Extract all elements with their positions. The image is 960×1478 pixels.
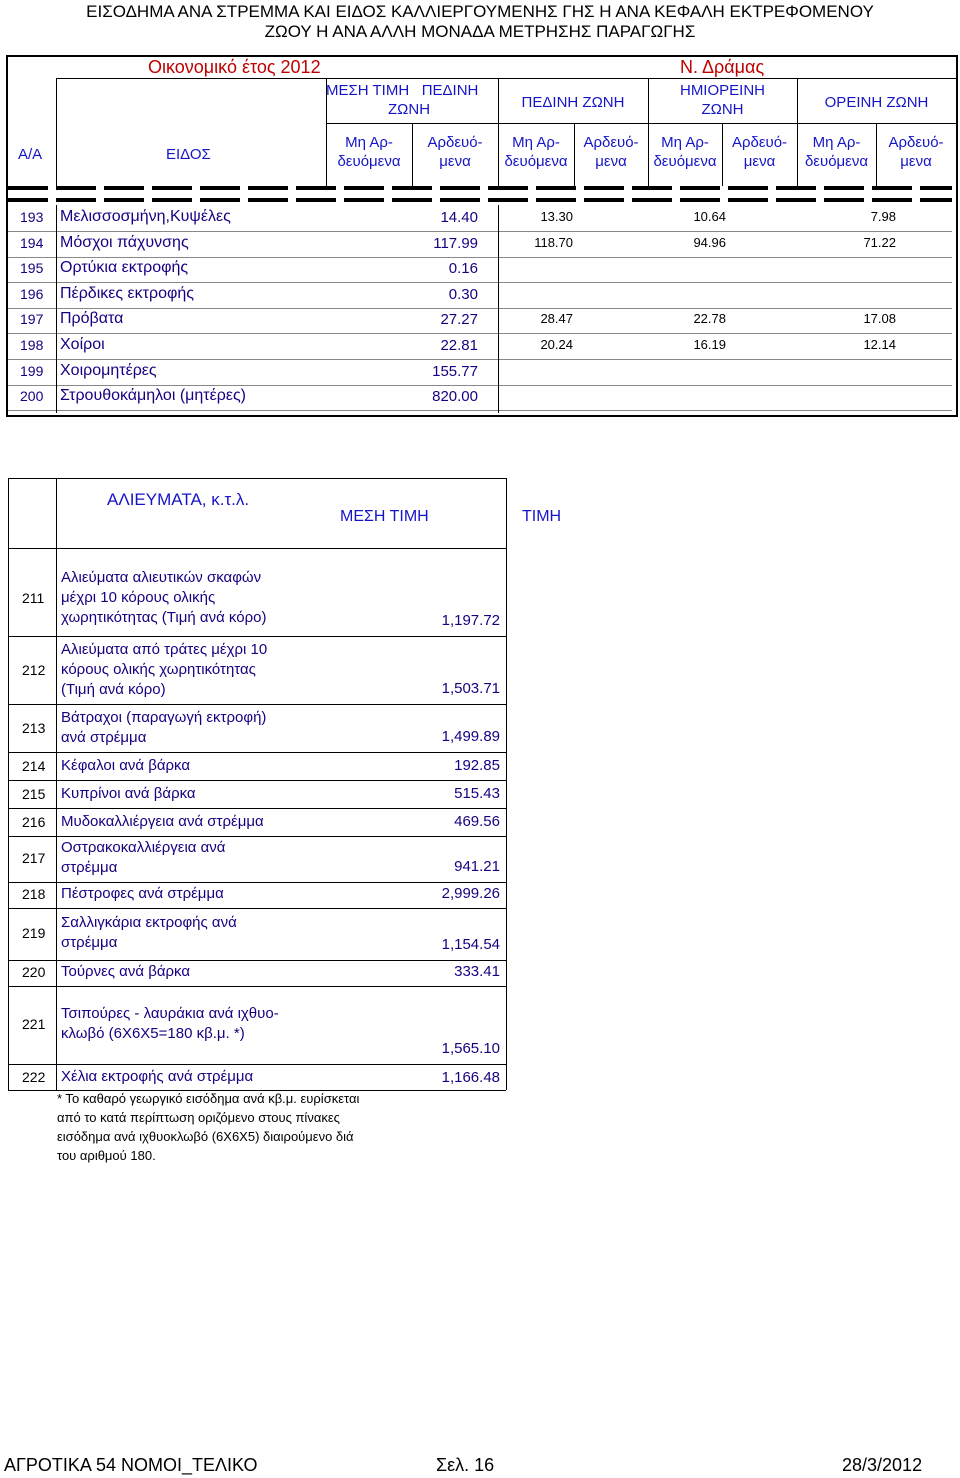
fish-row-value: 333.41 bbox=[454, 963, 500, 980]
row-mesi-value: 22.81 bbox=[440, 337, 478, 354]
row-name: Στρουθοκάμηλοι (μητέρες) bbox=[60, 387, 246, 405]
fish-row-number: 217 bbox=[22, 850, 46, 866]
row-divider bbox=[8, 231, 952, 232]
footer-left: ΑΓΡΟΤΙΚΑ 54 ΝΟΜΟΙ_ΤΕΛΙΚΟ bbox=[4, 1455, 258, 1475]
fish-row-text: Τσιπούρες - λαυράκια ανά ιχθυο- bbox=[61, 1005, 279, 1022]
fish-row-text: (Τιμή ανά κόρο) bbox=[61, 681, 166, 698]
header-imioreini-1: ΗΜΙΟΡΕΙΝΗ bbox=[679, 82, 765, 99]
fish-row-value: 941.21 bbox=[454, 858, 500, 875]
body-vline bbox=[56, 205, 57, 413]
title-line-1: ΕΙΣΟΔΗΜΑ ΑΝΑ ΣΤΡΕΜΜΑ ΚΑΙ ΕΙΔΟΣ ΚΑΛΛΙΕΡΓΟΥΜΕΝΗΣ ΓΗΣ Η ΑΝΑ ΚΕΦΑΛΗ ΕΚΤΡΕΦΟΜΕΝΟΥ bbox=[86, 2, 874, 21]
fish-row-text: ανά στρέμμα bbox=[61, 729, 147, 746]
body-vline bbox=[498, 205, 499, 413]
row-name: Χοίροι bbox=[60, 336, 105, 353]
row-divider bbox=[8, 282, 952, 283]
fish-row-divider bbox=[8, 704, 506, 705]
subheader-mesi-irr: Αρδευό- μενα bbox=[427, 134, 483, 170]
fish-table-vline bbox=[8, 478, 9, 1090]
fish-table-header-line bbox=[8, 548, 506, 549]
row-imioreini-value: 22.78 bbox=[693, 311, 726, 327]
subheader-imioreini-irr: Αρδευό- μενα bbox=[731, 134, 788, 170]
fish-row-text: Αλιεύματα αλιευτικών σκαφών bbox=[61, 569, 262, 586]
fish-row-text: Χέλια εκτροφής ανά στρέμμα bbox=[61, 1068, 254, 1085]
row-divider bbox=[8, 359, 952, 360]
row-divider bbox=[8, 385, 952, 386]
fish-row-value: 1,565.10 bbox=[441, 1040, 500, 1057]
row-number: 199 bbox=[20, 362, 44, 379]
fish-table-vline bbox=[56, 478, 57, 1090]
header-aa: Α/Α bbox=[18, 146, 43, 163]
section2-title: ΑΛΙΕΥΜΑΤΑ, κ.τ.λ. bbox=[107, 490, 250, 509]
row-mesi-value: 14.40 bbox=[440, 209, 478, 226]
row-oreini-value: 12.14 bbox=[863, 337, 896, 352]
fish-row-divider bbox=[8, 780, 506, 781]
footnote: * Το καθαρό γεωργικό εισόδημα ανά κβ.μ. ευρίσκεται από το κατά περίπτωση οριζόμενο στους πίνακες εισόδημα ανά ιχθυοκλωβό (6Χ6Χ5) διαιρούμενο διά του αριθμού 180. bbox=[57, 1091, 360, 1163]
row-pedini-value: 13.30 bbox=[540, 209, 573, 224]
header-oreini: ΟΡΕΙΝΗ ΖΩΝΗ bbox=[824, 94, 929, 111]
row-imioreini-value: 10.64 bbox=[693, 209, 726, 224]
fish-row-value: 2,999.26 bbox=[441, 885, 500, 902]
fish-row-divider bbox=[8, 960, 506, 961]
row-name: Μόσχοι πάχυνσης bbox=[60, 233, 189, 251]
fish-row-value: 469.56 bbox=[454, 813, 500, 830]
row-divider bbox=[8, 308, 952, 309]
subheader-imioreini-nonirr: Μη Αρ- δευόμενα bbox=[653, 134, 717, 170]
fish-row-text: κλωβό (6Χ6Χ5=180 κβ.μ. *) bbox=[61, 1025, 245, 1042]
row-divider bbox=[8, 410, 952, 411]
header-imioreini-2: ΖΩΝΗ bbox=[701, 101, 744, 118]
separator-dash-2 bbox=[8, 198, 952, 202]
fish-row-number: 218 bbox=[22, 886, 46, 902]
fish-row-number: 219 bbox=[22, 925, 46, 941]
section2-col-mesi: ΜΕΣΗ ΤΙΜΗ bbox=[340, 508, 429, 525]
row-name: Πέρδικες εκτροφής bbox=[60, 284, 194, 302]
row-name: Χοιρομητέρες bbox=[60, 361, 157, 379]
subheader-pedini-irr: Αρδευό- μενα bbox=[583, 134, 639, 170]
section2-col-timi: ΤΙΜΗ bbox=[522, 508, 562, 525]
fish-row-divider bbox=[8, 808, 506, 809]
header-pedini: ΠΕΔΙΝΗ ΖΩΝΗ bbox=[521, 94, 625, 111]
fiscal-year: Οικονομικό έτος 2012 bbox=[148, 57, 321, 77]
footer-page: Σελ. 16 bbox=[436, 1455, 495, 1475]
fish-row-number: 214 bbox=[22, 758, 46, 774]
row-mesi-value: 0.30 bbox=[448, 285, 478, 303]
fish-row-text: μέχρι 10 κόρους ολικής bbox=[61, 589, 216, 606]
row-oreini-value: 71.22 bbox=[863, 234, 896, 250]
row-pedini-value: 20.24 bbox=[540, 337, 573, 352]
fish-row-divider bbox=[8, 836, 506, 837]
row-name: Πρόβατα bbox=[60, 310, 124, 328]
fish-row-value: 1,499.89 bbox=[441, 728, 500, 745]
prefecture: Ν. Δράμας bbox=[680, 57, 765, 77]
fish-row-text: Κυπρίνοι ανά βάρκα bbox=[61, 785, 196, 802]
row-number: 197 bbox=[20, 311, 44, 328]
row-number: 198 bbox=[20, 337, 44, 353]
fish-row-number: 221 bbox=[22, 1016, 46, 1032]
fish-row-number: 222 bbox=[22, 1069, 46, 1085]
fish-row-divider bbox=[8, 752, 506, 753]
fish-row-text: στρέμμα bbox=[61, 859, 118, 876]
row-oreini-value: 7.98 bbox=[870, 209, 896, 224]
row-imioreini-value: 94.96 bbox=[693, 234, 726, 250]
fish-row-divider bbox=[8, 986, 506, 987]
fish-table-top bbox=[8, 478, 506, 479]
subheader-pedini-nonirr: Μη Αρ- δευόμενα bbox=[504, 134, 568, 170]
row-divider bbox=[8, 257, 952, 258]
subheader-oreini-irr: Αρδευό- μενα bbox=[888, 134, 944, 170]
fish-row-text: Τούρνες ανά βάρκα bbox=[61, 963, 191, 980]
fish-row-number: 213 bbox=[22, 720, 46, 736]
fish-row-divider bbox=[8, 882, 506, 883]
fish-row-value: 515.43 bbox=[454, 785, 500, 802]
subheader-oreini-nonirr: Μη Αρ- δευόμενα bbox=[804, 134, 869, 170]
fish-row-divider bbox=[8, 636, 506, 637]
fish-row-divider bbox=[8, 1064, 506, 1065]
header-mesi-timi: ΜΕΣΗ ΤΙΜΗ ΠΕΔΙΝΗ bbox=[326, 82, 479, 99]
row-mesi-value: 155.77 bbox=[432, 362, 478, 380]
fish-row-value: 192.85 bbox=[454, 757, 500, 774]
header-eidos: ΕΙΔΟΣ bbox=[166, 146, 211, 163]
row-oreini-value: 17.08 bbox=[863, 311, 896, 327]
row-name: Μελισσοσμήνη,Κυψέλες bbox=[60, 208, 231, 225]
row-mesi-value: 117.99 bbox=[433, 234, 478, 252]
header-mesi-zoni: ΖΩΝΗ bbox=[388, 101, 431, 118]
fish-row-text: Πέστροφες ανά στρέμμα bbox=[61, 885, 224, 902]
fish-row-value: 1,154.54 bbox=[441, 936, 500, 953]
fish-row-text: Αλιεύματα από τράτες μέχρι 10 bbox=[61, 641, 268, 658]
fish-table-vline bbox=[506, 478, 507, 1090]
fish-row-number: 216 bbox=[22, 814, 46, 830]
header-line-mid bbox=[326, 123, 956, 124]
row-divider bbox=[8, 333, 952, 334]
fish-row-text: Οστρακοκαλλιέργεια ανά bbox=[61, 839, 226, 856]
fish-row-text: κόρους ολικής χωρητικότητας bbox=[61, 661, 256, 678]
fish-row-text: Μυδοκαλλιέργεια ανά στρέμμα bbox=[61, 813, 264, 830]
fish-row-value: 1,197.72 bbox=[441, 612, 500, 629]
fish-row-text: στρέμμα bbox=[61, 934, 118, 951]
row-pedini-value: 28.47 bbox=[540, 311, 573, 327]
fish-row-number: 211 bbox=[22, 590, 45, 606]
fish-row-number: 212 bbox=[22, 662, 46, 678]
header-line-top bbox=[56, 78, 956, 79]
fish-row-text: χωρητικότητας (Τιμή ανά κόρο) bbox=[61, 609, 267, 626]
row-number: 195 bbox=[20, 260, 44, 277]
row-number: 194 bbox=[20, 234, 44, 251]
subheader-mesi-nonirr: Μη Αρ- δευόμενα bbox=[337, 134, 401, 170]
fish-row-number: 220 bbox=[22, 964, 46, 980]
row-mesi-value: 820.00 bbox=[432, 388, 478, 406]
row-name: Ορτύκια εκτροφής bbox=[60, 259, 189, 277]
row-number: 200 bbox=[20, 388, 44, 405]
fish-row-text: Βάτραχοι (παραγωγή εκτροφή) bbox=[61, 709, 267, 726]
fish-row-divider bbox=[8, 908, 506, 909]
fish-row-text: Κέφαλοι ανά βάρκα bbox=[61, 757, 191, 774]
fish-row-text: Σαλλιγκάρια εκτροφής ανά bbox=[61, 914, 237, 931]
footer-date: 28/3/2012 bbox=[842, 1455, 923, 1475]
row-pedini-value: 118.70 bbox=[534, 234, 573, 250]
separator-dash-1 bbox=[8, 186, 952, 190]
row-mesi-value: 0.16 bbox=[448, 260, 478, 278]
fish-row-number: 215 bbox=[22, 786, 46, 802]
row-imioreini-value: 16.19 bbox=[693, 337, 726, 352]
row-mesi-value: 27.27 bbox=[440, 311, 478, 329]
fish-row-value: 1,166.48 bbox=[441, 1069, 500, 1086]
fish-row-value: 1,503.71 bbox=[441, 680, 500, 697]
row-number: 193 bbox=[20, 209, 44, 225]
header-vline-1 bbox=[56, 78, 57, 188]
row-number: 196 bbox=[20, 285, 44, 302]
title-line-2: ΖΩΟΥ Η ΑΝΑ ΑΛΛΗ ΜΟΝΑΔΑ ΜΕΤΡΗΣΗΣ ΠΑΡΑΓΩΓΗΣ bbox=[264, 22, 696, 41]
